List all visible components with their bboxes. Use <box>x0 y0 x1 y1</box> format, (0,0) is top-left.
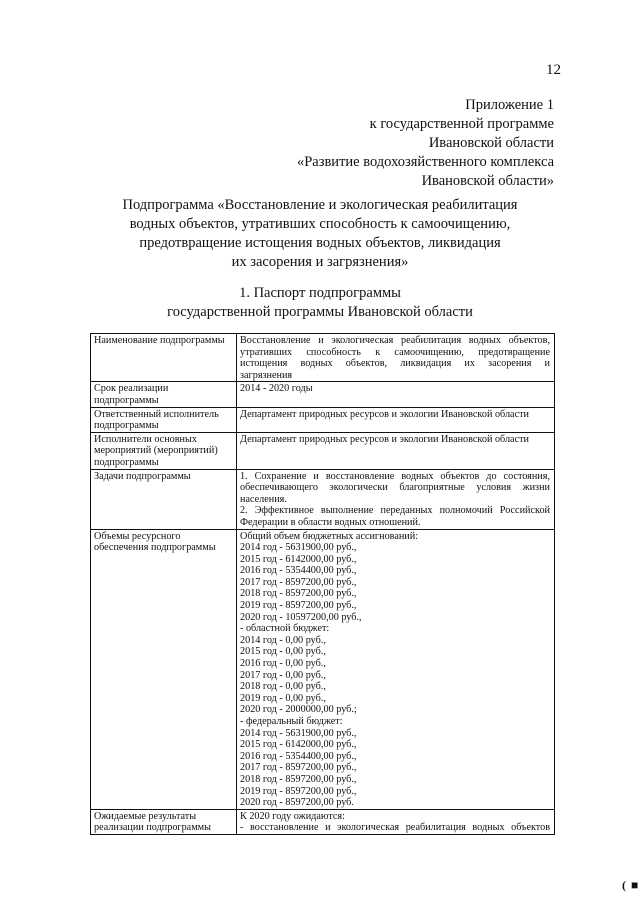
value-line: 2015 год - 6142000,00 руб., <box>240 739 357 751</box>
value-line: 2016 год - 5354400,00 руб., <box>240 750 357 762</box>
value-line: 2017 год - 8597200,00 руб., <box>240 576 357 588</box>
value-line: Департамент природных ресурсов и экологии Ивановской области <box>240 433 529 445</box>
value-line: 2014 год - 0,00 руб., <box>240 634 326 646</box>
value-line: 2020 год - 10597200,00 руб., <box>240 611 362 623</box>
row-label: Наименование подпрограммы <box>91 334 237 382</box>
value-line: 2016 год - 5354400,00 руб., <box>240 565 357 577</box>
row-value <box>237 407 555 432</box>
passport-table <box>90 333 555 835</box>
section-title-line: 1. Паспорт подпрограммы <box>239 285 401 301</box>
table-row <box>91 809 555 834</box>
value-line: 1. Сохранение и восстановление водных объектов до состояния, <box>240 470 550 482</box>
appendix-line: Ивановской области <box>428 135 554 151</box>
appendix-line: Приложение 1 <box>465 97 554 113</box>
value-line: 2014 - 2020 годы <box>240 383 313 395</box>
value-line: Федерации в области водных отношений. <box>240 516 421 528</box>
appendix-line: к государственной программе <box>369 116 554 132</box>
value-line: 2015 год - 6142000,00 руб., <box>240 553 357 565</box>
row-label: Ожидаемые результаты реализации подпрограммы <box>91 809 237 834</box>
value-line: - федеральный бюджет: <box>240 716 343 727</box>
subprogram-title-line: Подпрограмма «Восстановление и экологическая реабилитация <box>122 197 518 213</box>
value-line: Департамент природных ресурсов и экологии Ивановской области <box>240 408 529 420</box>
table-row <box>91 407 555 432</box>
section-title <box>80 284 560 322</box>
row-label: Объемы ресурсного обеспечения подпрограммы <box>91 529 237 809</box>
value-line: обеспечивающего экологически благоприятные условия жизни <box>240 482 550 494</box>
value-line: 2016 год - 0,00 руб., <box>240 658 326 670</box>
value-line: 2014 год - 5631900,00 руб., <box>240 542 357 554</box>
table-row <box>91 382 555 407</box>
value-line: 2. Эффективное выполнение переданных полномочий Российской <box>240 505 550 517</box>
value-line: Восстановление и экологическая реабилитация водных объектов, <box>240 335 550 346</box>
value-line: Общий объем бюджетных ассигнований: <box>240 530 419 542</box>
value-line: - областной бюджет: <box>240 623 330 635</box>
row-label: Задачи подпрограммы <box>91 469 237 529</box>
table-row <box>91 432 555 469</box>
row-label: Исполнители основных мероприятий (мероприятий) подпрограммы <box>91 432 237 469</box>
value-line: 2020 год - 8597200,00 руб. <box>240 797 354 809</box>
table-row <box>91 529 555 809</box>
section-title-line: государственной программы Ивановской области <box>167 304 473 320</box>
value-line: 2019 год - 0,00 руб., <box>240 692 326 704</box>
row-value <box>237 809 555 834</box>
appendix-line: Ивановской области» <box>421 173 554 189</box>
value-line: 2017 год - 8597200,00 руб., <box>240 762 357 774</box>
appendix-heading <box>297 96 554 191</box>
value-line: 2014 год - 5631900,00 руб., <box>240 727 357 739</box>
scan-edge-mark: ( ■ <box>622 878 640 892</box>
row-label: Ответственный исполнитель подпрограммы <box>91 407 237 432</box>
table-row <box>91 334 555 382</box>
value-line: истощения водных объектов, ликвидация их засорения и <box>240 358 550 370</box>
value-line: 2019 год - 8597200,00 руб., <box>240 785 357 797</box>
subprogram-title <box>80 196 560 272</box>
value-line: 2018 год - 8597200,00 руб., <box>240 588 357 600</box>
row-value <box>237 432 555 469</box>
row-value <box>237 529 555 809</box>
page-number: 12 <box>546 62 561 78</box>
value-line: 2019 год - 8597200,00 руб., <box>240 600 357 612</box>
value-line: 2018 год - 0,00 руб., <box>240 681 326 693</box>
value-line: - восстановление и экологическая реабилитация водных объектов <box>240 822 550 834</box>
value-line: 2020 год - 2000000,00 руб.; <box>240 704 357 716</box>
subprogram-title-line: водных объектов, утративших способность к самоочищению, <box>129 216 511 232</box>
value-line: загрязнения <box>240 369 293 381</box>
row-value <box>237 382 555 407</box>
row-label: Срок реализации подпрограммы <box>91 382 237 407</box>
value-line: 2017 год - 0,00 руб., <box>240 669 326 681</box>
value-line: 2015 год - 0,00 руб., <box>240 646 326 658</box>
value-line: К 2020 году ожидаются: <box>240 810 345 822</box>
subprogram-title-line: их засорения и загрязнения» <box>231 254 409 270</box>
subprogram-title-line: предотвращение истощения водных объектов, ликвидация <box>139 235 501 251</box>
appendix-line: «Развитие водохозяйственного комплекса <box>296 154 554 170</box>
row-value <box>237 469 555 529</box>
value-line: утративших способность к самоочищению, предотвращение <box>240 346 550 358</box>
value-line: населения. <box>240 493 287 505</box>
row-value <box>237 334 555 382</box>
table-row <box>91 469 555 529</box>
value-line: 2018 год - 8597200,00 руб., <box>240 773 357 785</box>
